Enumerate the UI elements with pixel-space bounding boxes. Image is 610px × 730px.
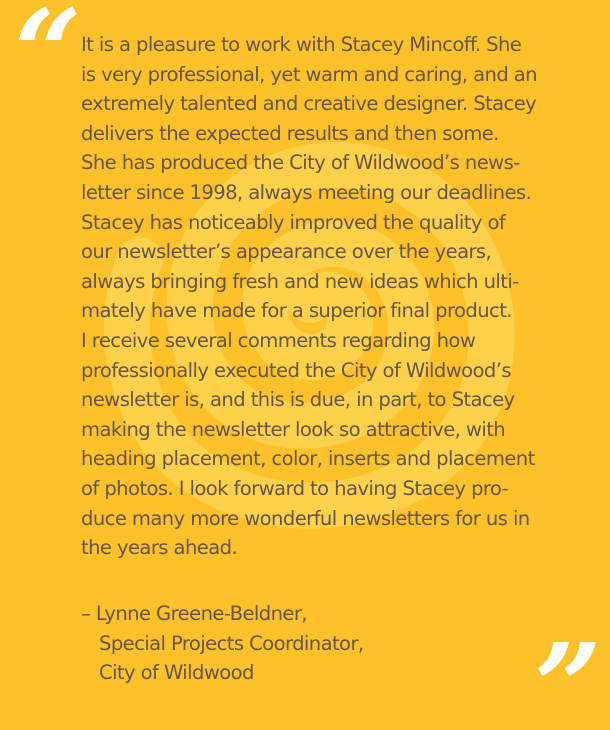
testimonial-line: mately have made for a superior final product.: [81, 299, 512, 323]
testimonial-line: heading placement, color, inserts and placement: [81, 447, 535, 471]
testimonial-line: I receive several comments regarding how: [81, 328, 476, 352]
testimonial-line: delivers the expected results and then some.: [81, 121, 499, 145]
testimonial-line: newsletter is, and this is due, in part, to Stacey: [81, 388, 515, 412]
attribution-title: Special Projects Coordinator,: [99, 631, 364, 655]
testimonial-line: Stacey has noticeably improved the quality of: [81, 210, 506, 234]
attribution-organization: City of Wildwood: [99, 661, 254, 685]
testimonial-line: making the newsletter look so attractive, with: [81, 417, 506, 441]
testimonial-text: [81, 30, 581, 563]
testimonial-line: letter since 1998, always meeting our deadlines.: [81, 180, 532, 204]
testimonial-line: It is a pleasure to work with Stacey Mincoff. She: [81, 33, 522, 56]
attribution-name: – Lynne Greene-Beldner,: [81, 602, 307, 625]
testimonial-line: our newsletter’s appearance over the years,: [81, 240, 492, 264]
open-quote-mark: “: [14, 0, 72, 122]
testimonial-line: the years ahead.: [81, 536, 238, 560]
testimonial-line: of photos. I look forward to having Stacey pro-: [81, 476, 509, 500]
testimonial-line: always bringing fresh and new ideas which ulti-: [81, 269, 519, 293]
testimonial-line: duce many more wonderful newsletters for us in: [81, 506, 530, 530]
testimonial-line: is very professional, yet warm and caring, and an: [81, 62, 538, 86]
testimonial-line: extremely talented and creative designer. Stacey: [81, 92, 537, 116]
testimonial-line: She has produced the City of Wildwood’s news-: [81, 151, 520, 175]
attribution: [81, 599, 501, 688]
close-quote-mark: ”: [534, 617, 592, 730]
testimonial-line: professionally executed the City of Wildwood’s: [81, 358, 512, 382]
